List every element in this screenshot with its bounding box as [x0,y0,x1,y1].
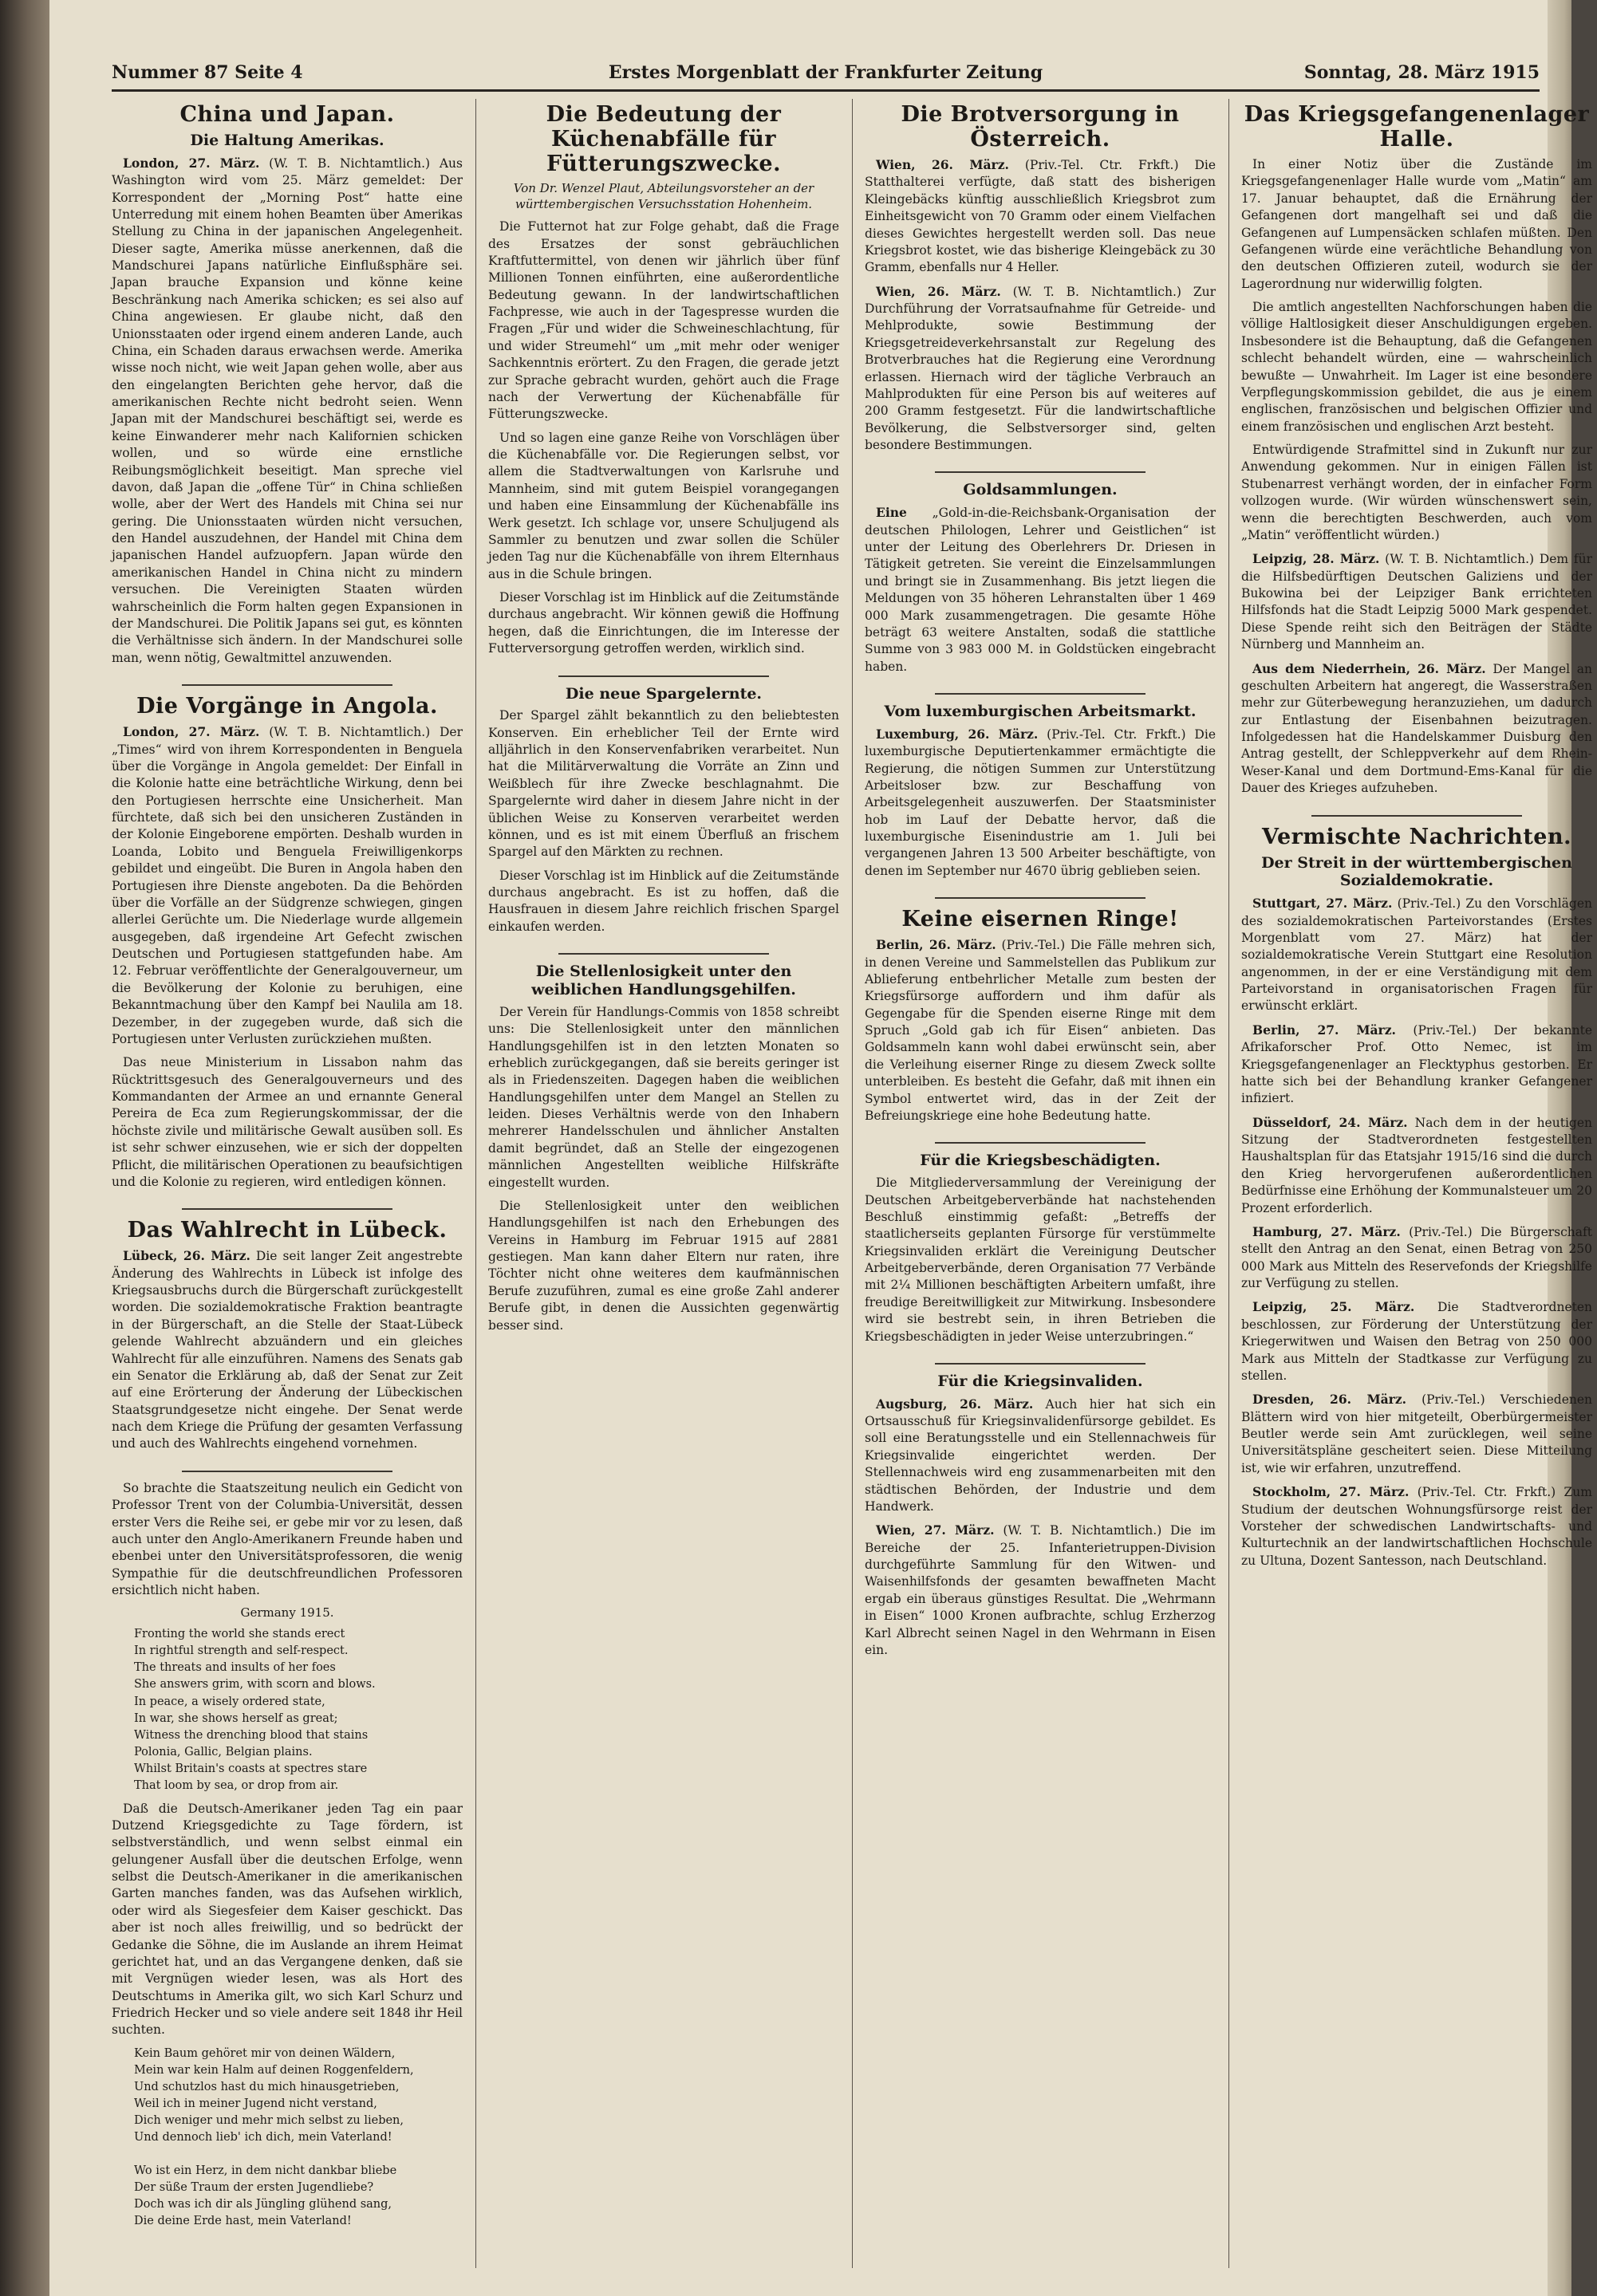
headline: Das Wahlrecht in Lübeck. [127,1218,448,1243]
headline: Die Bedeutung der Küchenabfälle für Fütterungszwecke. [546,102,782,177]
headline: Das Kriegsgefangenenlager Halle. [1244,102,1590,152]
article-brotversorgung [865,102,1216,454]
paragraph [112,155,463,667]
dateline: Luxemburg, 26. März. [876,726,1039,742]
divider [935,1363,1146,1365]
paragraph: Die Futternot hat zur Folge gehabt, daß die Frage des Ersatzes der sonst gebräuchlichen Kraftfuttermittel, von denen wir jährlich über fünf Millionen Tonnen einführten, eine außerordentliche Bedeutung gewann. In der landwirtschaftlichen Fachpresse, wie auch in der Tagespresse wurden die Fragen „Für und wider die Schweineschlachtung, für und wider Streumehl“ um „mit mehr oder weniger Sachkenntnis erörtert. Zu den Fragen, die gerade jetzt zur Sprache gebracht wurden, gehört auch die Frage nach der Verwertung der Küchenabfälle für Fütterungszwecke. [488,219,839,422]
columns [112,99,1597,2268]
column-3 [865,99,1216,2268]
poem: Kein Baum gehöret mir von deinen Wäldern, Mein war kein Halm auf deinen Roggenfeldern, Und schutzlos hast du mich hinausgetrieben, Weil ich in meiner Jugend nicht verstand, Dich weniger und mehr mich selbst zu lieben, Und dennoch lieb' ich dich, mein Vaterland! Wo ist ein Herz, in dem nicht dankbar bliebe Der süße Traum der ersten Jugendliebe? Doch was ich dir als Jüngling glühend sang, Die deine Erde hast, mein Vaterland! [134,2046,414,2227]
paragraph [1241,1391,1592,1477]
paragraph-text: (W. T. B. Nichtamtlich.) Die im Bereiche der 25. Infanterietruppen-Division durchgeführte Sammlung für den Witwen- und Waisenhilfsfonds der gesamten bewaffneten Macht ergab ein überaus günstiges Resultat. Die „Wehrmann in Eisen“ 1000 Kronen aufbrachte, schlug Erzherzog Karl Albrecht seinen Nagel in den Wehrmann in Eisen ein. [865,1523,1216,1657]
paragraph [865,1522,1216,1659]
headline: Für die Kriegsinvaliden. [937,1372,1143,1390]
dateline: Augsburg, 26. März. [876,1396,1034,1412]
paragraph: Der Verein für Handlungs-Commis von 1858 schreibt uns: Die Stellenlosigkeit unter den männlichen Handlungsgehilfen ist in den letzten Monaten so erheblich zurückgegangen, daß sie bereits geringer ist als in Friedenszeiten. Dagegen haben die weiblichen Handlungsgehilfen unter dem Mangel an Stellen zu leiden. Dieses Verhältnis werde von den Inhabern mehrerer Handelsschulen und ähnlicher Anstalten damit begründet, daß an Stelle der eingezogenen männlichen Angestellten weibliche Hilfskräfte eingestellt wurden. [488,1004,839,1190]
dateline: Lübeck, 26. März. [123,1248,250,1264]
paragraph-text: Nach dem in der heutigen Sitzung der Stadtverordneten festgestellten Haushaltsplan für das Etatsjahr 1915/16 sind die durch den Krieg hervorgerufenen außerordentlichen Bedürfnisse eine Erhöhung der Kommunalsteuer um 20 Prozent erforderlich. [1241,1115,1592,1215]
article-kriegsinvaliden [865,1372,1216,1659]
paragraph-text: (Priv.-Tel. Ctr. Frkft.) Die Statthalterei verfügte, daß statt des bisherigen Kleingebäcks künftig ausschließlich Kriegsbrot zum Einheitsgewicht von 70 Gramm oder einem Vielfachen dieses Gewichtes hergestellt werden soll. Das neue Kriegsbrot kostet, wie das bisherige Kleingebäck zu 30 Gramm, ebenfalls nur 4 Heller. [865,158,1216,275]
dateline: London, 27. März. [123,724,260,740]
dateline: Leipzig, 25. März. [1252,1299,1415,1315]
issue-date: Sonntag, 28. März 1915 [1303,62,1540,83]
divider [558,953,769,955]
divider [182,684,392,686]
paragraph [1241,895,1592,1015]
paragraph-text: (W. T. B. Nichtamtlich.) Aus Washington wird vom 25. März gemeldet: Der Korrespondent der „Morning Post“ hatte eine Unterredung mit einem hohen Beamten über Amerikas Stellung zu China in der japanischen Angelegenheit. Dieser sagte, Amerika müsse anerkennen, daß die Mandschurei Japans natürliche Einflußsphäre sei. Japan brauche Expansion und könne keine Beschränkung nach Amerika schicken; es sei also auf China angewiesen. Er glaube nicht, daß den Unionsstaaten oder irgend einem anderen Lande, auch China, ein Schaden daraus erwachsen werde. Amerika wisse noch nicht, wie weit Japan gehen wolle, aber aus den eingelangten Berichten gehe hervor, daß die amerikanischen Rechte nicht bedroht seien. Wenn Japan mit der Mandschurei beschäftigt sei, werde es keine Einwanderer mehr nach Kalifornien schicken wollen, und so würde eine ernstliche Reibungsmöglichkeit beseitigt. Man spreche viel davon, daß Japan die „offene Tür“ in China schließen wolle, aber der Wert des Handels mit China sei nur gering. Die Unionsstaaten würden nicht versuchen, den Handel auszudehnen, der Handel mit China dem japanischen Handel aufzuopfern. Japan würde den amerikanischen Handel in China nicht zu mindern versuchen. Die Vereinigten Staaten würden wahrscheinlich die Form halten gegen Expansionen in der Mandschurei. Die Politik Japans sei gut, es könnten die Verhältnisse sich ändern. In der Mandschurei solle man, wenn nötig, Gewaltmittel anzuwenden. [112,156,463,665]
paragraph-text: (Priv.-Tel.) Verschiedenen Blättern wird von hier mitgeteilt, Oberbürgermeister Beutler werde sein Amt zurücklegen, weil seine Universitätspläne gescheitert seien. Diese Mitteilung ist, wie wir erfahren, unzutreffend. [1241,1392,1593,1475]
paragraph-text: (W. T. B. Nichtamtlich.) Zur Durchführung der Vorratsaufnahme für Getreide- und Mehlprodukte, sowie Bestimmung der Kriegsgetreideverkehrsanstalt zur Regelung des Brotverbrauches hat die Regierung eine Verordnung erlassen. Hiernach wird der tägliche Verbrauch an Mahlprodukten für eine Person bis auf weiteres auf 200 Gramm festgesetzt. Für die landwirtschaftliche Bevölkerung, die Selbstversorger sind, gelten besondere Bestimmungen. [865,284,1216,453]
paragraph: Das neue Ministerium in Lissabon nahm das Rücktrittsgesuch des Generalgouverneurs und des Kommandanten der Armee an und ernannte General Pereira de Eca zum Regierungskommissar, der die höchste zivile und militärische Gewalt ausüben soll. Es ist sehr schwer einzusehen, wie er sich der doppelten Pflicht, die militärischen Operationen zu beaufsichtigen und die Kolonie zu regieren, wird entledigen können. [112,1055,463,1189]
article-stellenlosigkeit [488,963,839,1334]
newspaper-page [49,0,1593,2296]
headline: Die Stellenlosigkeit unter den weiblichen Handlungsgehilfen. [531,963,796,998]
headline: Für die Kriegsbeschädigten. [920,1152,1161,1170]
dateline: Stuttgart, 27. März. [1252,896,1393,912]
paragraph-text: Auch hier hat sich ein Ortsausschuß für Kriegsinvalidenfürsorge gebildet. Es soll eine Beratungsstelle und ein Stellennachweis für Kriegsinvalide eingerichtet werden. Der Stellennachweis wird eng zusammenarbeiten mit den städtischen Behörden, der Industrie und dem Handwerk. [865,1396,1216,1514]
subheadline: Der Streit in der württembergischen Sozialdemokratie. [1261,853,1572,890]
paragraph: Daß die Deutsch-Amerikaner jeden Tag ein paar Dutzend Kriegsgedichte zu Tage fördern, ist selbstverständlich, und wenn selbst einmal ein gelungener Ausfall über die deutschen Erfolge, wenn selbst die Deutsch-Amerikaner in die amerikanischen Garten manches fanden, was das Aufsehen wirklich, oder wird als Siegesfeier dem Kaiser geschickt. Das aber ist noch alles freiwillig, und so bedrückt der Gedanke die Söhne, die im Auslande an ihrem Heimat gerichtet hat, und an das Vergangene denken, daß sie mit Vergnügen wieder lesen, was als Hort des Deutschtums in Amerika gilt, wo sich Karl Schurz und Friedrich Hecker und so viele andere seit 1848 ihr Heil suchten. [112,1801,463,2038]
headline: Goldsammlungen. [963,481,1118,499]
divider [182,1208,392,1210]
dateline: London, 27. März. [123,155,260,171]
paragraph [1241,1298,1592,1384]
article-luxemburg [865,703,1216,880]
paragraph-text: (W. T. B. Nichtamtlich.) Dem für die Hilfsbedürftigen Deutschen Galiziens und der Bukowina bei der Leipziger Bank errichteten Hilfsfonds hat die Stadt Leipzig 5000 Mark gespendet. Diese Spende reiht sich den Beiträgen der Städte Nürnberg und Mannheim an. [1241,552,1592,652]
paragraph [865,283,1216,455]
dateline: Aus dem Niederrhein, 26. März. [1252,660,1486,676]
paragraph: Dieser Vorschlag ist im Hinblick auf die Zeitumstände durchaus angebracht. Es ist zu hoffen, daß die Hausfrauen in diesem Jahre reichlich frischen Spargel einkaufen werden. [488,868,839,934]
paragraph: Die amtlich angestellten Nachforschungen haben die völlige Haltlosigkeit dieser Anschuldigungen ergeben. Insbesondere ist die Behauptung, daß die Gefangenen schlecht behandelt würden, eine — wahrscheinlich bewußte — Unwahrheit. Im Lager ist eine besondere Verpflegungskommission gebildet, die aus je einem englischen, französischen und belgischen Offizier und einem französischen und englischen Arzt besteht. [1241,300,1592,434]
dateline: Berlin, 27. März. [1252,1022,1396,1038]
paragraph: Dieser Vorschlag ist im Hinblick auf die Zeitumstände durchaus angebracht. Wir können gewiß die Hoffnung hegen, daß die Einrichtungen, die im Interesse der Futterversorgung getroffen werden, wirklich sind. [488,590,839,656]
dateline: Wien, 27. März. [876,1522,995,1538]
article-china-japan [112,102,463,667]
divider [935,471,1146,473]
dateline: Berlin, 26. März. [876,937,996,953]
book-binding [0,0,49,2296]
dateline: Leipzig, 28. März. [1252,551,1380,567]
paragraph [865,726,1216,880]
paragraph-text: Die seit langer Zeit angestrebte Änderung des Wahlrechts in Lübeck ist infolge des Kriegsausbruchs durch die Bürgerschaft zurückgestellt worden. Die sozialdemokratische Fraktion beantragte in der Bürgerschaft, an die Stelle der Staat-Lübeck gelende Wahlrecht abzuändern und ein gleiches Wahlrecht für alle einzuführen. Namens des Senats gab ein Senator die Erklärung ab, daß der Senat zur Zeit auf eine Erörterung der Änderung der Lübeckischen Staatsgrundgesetze nicht eingehe. Der Senat werde nach dem Kriege die Prüfung der gesamten Verfassung und auch des Wahlrechts eingehend vornehmen. [112,1249,463,1451]
article-feuilleton [112,1480,463,2230]
paragraph: Die Stellenlosigkeit unter den weiblichen Handlungsgehilfen ist nach den Erhebungen des Vereins in Hamburg im Februar 1915 auf 2881 gestiegen. Man kann daher Eltern nur raten, ihre Töchter nicht ohne weiteres dem kaufmännischen Berufe zuzuführen, zumal es eine große Zahl anderer Berufe gibt, in denen die Aussichten gegenwärtig besser sind. [488,1198,839,1333]
article-goldsammlungen [865,481,1216,675]
column-4 [1241,99,1592,2268]
paragraph [1241,550,1592,653]
paragraph: Und so lagen eine ganze Reihe von Vorschlägen über die Küchenabfälle vor. Die Regierungen selbst, vor allem die Stadtverwaltungen von Karlsruhe und Mannheim, sind mit gutem Beispiel vorangegangen und haben eine Einsammlung der Küchenabfälle ins Werk gesetzt. Ich schlage vor, unsere Schuljugend als Sammler zu benutzen und zwar sollen die Schüler jeden Tag nur die Küchenabfälle von ihrem Elternhaus aus in die Schule bringen. [488,430,839,581]
newspaper-title: Erstes Morgenblatt der Frankfurter Zeitung [608,62,1043,83]
divider [182,1471,392,1472]
headline: Die Brotversorgung in Österreich. [901,102,1180,152]
paragraph-text: (Priv.-Tel.) Die Fälle mehren sich, in denen Vereine und Sammelstellen das Publikum zur Ablieferung entbehrlicher Metalle zum besten der Kriegsfürsorge auffordern und ihm dafür als Gegengabe für die Spenden eiserne Ringe mit dem Spruch „Gold gab ich für Eisen“ anbieten. Das Goldsammeln kann wohl dabei erwünscht sein, aber die Verleihung eiserner Ringe zu diesem Zweck sollte unterbleiben. Es besteht die Gefahr, daß mit ihnen ein Symbol entwertet wird, das in der Zeit der Befreiungskriege eine hohe Bedeutung hatte. [865,938,1216,1123]
divider [1311,815,1522,817]
headline: Die Vorgänge in Angola. [136,694,438,719]
paragraph-text: (Priv.-Tel.) Zu den Vorschlägen des sozialdemokratischen Parteivorstandes (Erstes Morgenblatt vom 27. März) hat der sozialdemokratische Verein Stuttgart eine Resolution angenommen, in der er eine Verständigung mit dem Parteivorstand in organisatorischen Fragen für erwünscht erklärt. [1241,896,1592,1014]
paragraph: Der Spargel zählt bekanntlich zu den beliebtesten Konserven. Ein erheblicher Teil der Ernte wird alljährlich in den Konservenfabriken verarbeitet. Nun hat die Militärverwaltung die Vorräte an Zinn und Weißblech für ihre Zwecke beschlagnahmt. Die Spargelernte wird daher in diesem Jahre nicht in der üblichen Weise zu Konserven verarbeitet werden können, und es ist mit einem Überfluß an frischem Spargel auf den Märkten zu rechnen. [488,708,839,860]
paragraph-text: (Priv.-Tel. Ctr. Frkft.) Zum Studium der deutschen Wohnungsfürsorge reist der Vorsteher der schwedischen Landwirtschafts- und Kulturtechnik an der landwirtschaftlichen Hochschule zu Ultuna, Dozent Santesson, nach Deutschland. [1241,1485,1592,1568]
paragraph-text: (Priv.-Tel. Ctr. Frkft.) Die luxemburgische Deputiertenkammer ermächtigte die Regierung, die nötigen Summen zur Unterstützung Arbeitsloser bzw. zur Beschaffung von Arbeitsgelegenheit auszuwerfen. Der Staatsminister hob im Lauf der Debatte hervor, daß die luxemburgische Eisenindustrie am 1. Juli bei vergangenen Jahren 13 500 Arbeiter beschäftigte, von denen im September nur 4670 übrig geblieben seien. [865,727,1216,878]
paragraph: Entwürdigende Strafmittel sind in Zukunft nur zur Anwendung gekommen. Nur in einigen Fällen ist Stubenarrest verhängt worden, der in einfacher Form vollzogen wurde. (Wir würden wünschenswert sein, wenn die berechtigten Beschwerden, auch vom „Matin“ veröffentlicht würden.) [1241,443,1592,542]
subheadline: Die Haltung Amerikas. [190,132,384,150]
column-rule [475,99,476,2268]
dateline: Düsseldorf, 24. März. [1252,1114,1408,1130]
headline: Keine eisernen Ringe! [901,907,1179,932]
article-spargelernte [488,685,839,936]
paragraph [1241,1022,1592,1108]
paragraph [1241,660,1592,797]
paragraph-text: Die Stadtverordneten beschlossen, zur Förderung der Unterstützung der Kriegerwitwen und Waisen den Betrag von 250 000 Mark aus Mitteln der Stadtkasse zur Verfügung zu stellen. [1241,1300,1592,1383]
paragraph [1241,1223,1592,1293]
column-1 [112,99,463,2268]
article-vermischte-nachrichten [1241,825,1592,1570]
dateline: Stockholm, 27. März. [1252,1484,1410,1500]
dateline: Eine [876,505,907,521]
paragraph: Die Mitgliederversammlung der Vereinigung der Deutschen Arbeitgeberverbände hat nachstehenden Beschluß einstimmig gefaßt: „Betreffs der staatlicherseits geplanten Fürsorge für verstümmelte Kriegsinvaliden erklärt die Vereinigung Deutscher Arbeitgeberverbände, deren Organisation 77 Verbände mit 2¼ Millionen beschäftigten Arbeitern umfaßt, ihre freudige Bereitwilligkeit zur Mitwirkung. Insbesondere wird sie bestrebt sein, in ihren Betrieben die Kriegsbeschädigten in jeder Weise unterzubringen.“ [865,1176,1216,1344]
dateline: Hamburg, 27. März. [1252,1223,1401,1239]
byline: Von Dr. Wenzel Plaut, Abteilungsvorsteher an der württembergischen Versuchsstation Hohenheim. [513,181,814,211]
paragraph-text: (Priv.-Tel.) Der bekannte Afrikaforscher Prof. Otto Nemec, ist im Kriegsgefangenenlager an Flecktyphus gestorben. Er hatte sich bei der Behandlung kranker Gefangener infiziert. [1241,1022,1592,1106]
paragraph-text: (Priv.-Tel.) Die Bürgerschaft stellt den Antrag an den Senat, einen Betrag von 250 000 Mark aus Mitteln des Reservefonds der Kriegshilfe zur Verfügung zu stellen. [1241,1224,1592,1291]
article-kuechenabfaelle [488,102,839,658]
headline: Die neue Spargelernte. [565,684,763,703]
headline: Vermischte Nachrichten. [1262,824,1571,849]
paragraph [112,1247,463,1453]
paragraph [865,504,1216,675]
poem: Fronting the world she stands erect In rightful strength and self-respect. The threats and insults of her foes She answers grim, with scorn and blows. In peace, a wisely ordered state, In war, she shows herself as great; Witness the drenching blood that stains Polonia, Gallic, Belgian plains. Whilst Britain's coasts at spectres stare That loom by sea, or drop from air. [134,1628,376,1792]
dateline: Wien, 26. März. [876,157,1009,173]
article-kriegsbeschaedigte [865,1152,1216,1345]
article-eiserne-ringe [865,907,1216,1124]
poem-title: Germany 1915. [240,1605,334,1621]
paragraph: In einer Notiz über die Zustände im Kriegsgefangenenlager Halle wurde vom „Matin“ am 17. Januar behauptet, daß die Ernährung der Gefangenen dort mangelhaft sei und daß die Gefangenen auf Lumpensäcken schlafen müßten. Den Gefangenen würde eine verächtliche Behandlung von den deutschen Offizieren zuteil, wodurch sie der Lagerordnung nur widerwillig folgten. [1241,157,1592,291]
paragraph-text: (W. T. B. Nichtamtlich.) Der „Times“ wird von ihrem Korrespondenten in Benguela über die Vorgänge in Angola gemeldet: Der Einfall in die Kolonie hatte eine beträchtliche Wirkung, denn bei den Portugiesen herrschte eine Unsicherheit. Man fürchtete, daß sich bei den unsicheren Zuständen in der Kolonie Eingeborene empörten. Deshalb wurden in Loanda, Lobito und Benguela Freiwilligenkorps gebildet und eingeübt. Die Buren in Angola haben den Portugiesen ihre Dienste angeboten. Da die Behörden über die Vorfälle an der Südgrenze schwiegen, gingen allerlei Gerüchte um. Die Niederlage wurde allgemein ausgegeben, daß irgendeine Art Gefecht zwischen Deutschen und Portugiesen stattgefunden habe. Am 12. Februar veröffentlichte der Generalgouverneur, um die Bevölkerung der Kolonie zu beruhigen, eine Bekanntmachung über den Kampf bei Naulila am 18. Dezember, in der zugegeben wurde, daß sich die Portugiesen unter Verlusten zurückziehen mußten. [112,725,463,1046]
paragraph [865,1396,1216,1516]
dateline: Dresden, 26. März. [1252,1392,1407,1408]
column-2 [488,99,839,2268]
divider [935,693,1146,695]
paragraph [112,723,463,1048]
article-gefangenenlager-halle [1241,102,1592,797]
headline: Vom luxemburgischen Arbeitsmarkt. [884,703,1197,721]
masthead [112,62,1540,92]
divider [935,1142,1146,1144]
paragraph [1241,1114,1592,1217]
page-number: Nummer 87 Seite 4 [112,62,303,83]
article-luebeck [112,1218,463,1453]
paragraph-text: „Gold-in-die-Reichsbank-Organisation der deutschen Philologen, Lehrer und Geistlichen“ ist unter der Leitung des Oberlehrers Dr. Driesen in Tätigkeit getreten. Sie vereint die Einzelsammlungen und bringt sie in Zusammenhang. Bis jetzt liegen die Meldungen von 35 höheren Lehranstalten über 1 469 000 Mark zusammengetragen. Die gesamte Höhe beträgt 63 weitere Anstalten, sodaß die stattliche Summe von 3 983 000 M. in Goldstücken eingebracht haben. [865,506,1216,674]
article-angola [112,694,463,1191]
paragraph [865,936,1216,1124]
column-rule [1228,99,1229,2268]
divider [558,675,769,677]
paragraph [865,156,1216,277]
divider [935,897,1146,899]
headline: China und Japan. [179,102,395,127]
paragraph: So brachte die Staatszeitung neulich ein Gedicht von Professor Trent von der Columbia-Universität, dessen erster Vers die Reihe sei, er gebe mir vor zu lesen, daß auch unter den Anglo-Amerikanern Freunde haben und ebenbei unter den Universitätsprofessoren, die wenig Sympathie für die deutschfreundlichen Professoren ersichtlich nicht haben. [112,1480,463,1598]
column-rule [852,99,853,2268]
dateline: Wien, 26. März. [876,283,1001,299]
paragraph-text: Der Mangel an geschulten Arbeitern hat angeregt, die Wasserstraßen mehr zur Güterbewegung heranzuziehen, um dadurch zur Entlastung der Eisenbahnen beizutragen. Infolgedessen hat die Handelskammer Duisburg den Antrag gestellt, der Schleppverkehr auf dem Rhein-Weser-Kanal und dem Dortmund-Ems-Kanal für die Dauer des Krieges aufzuheben. [1241,661,1592,796]
paragraph [1241,1483,1592,1569]
